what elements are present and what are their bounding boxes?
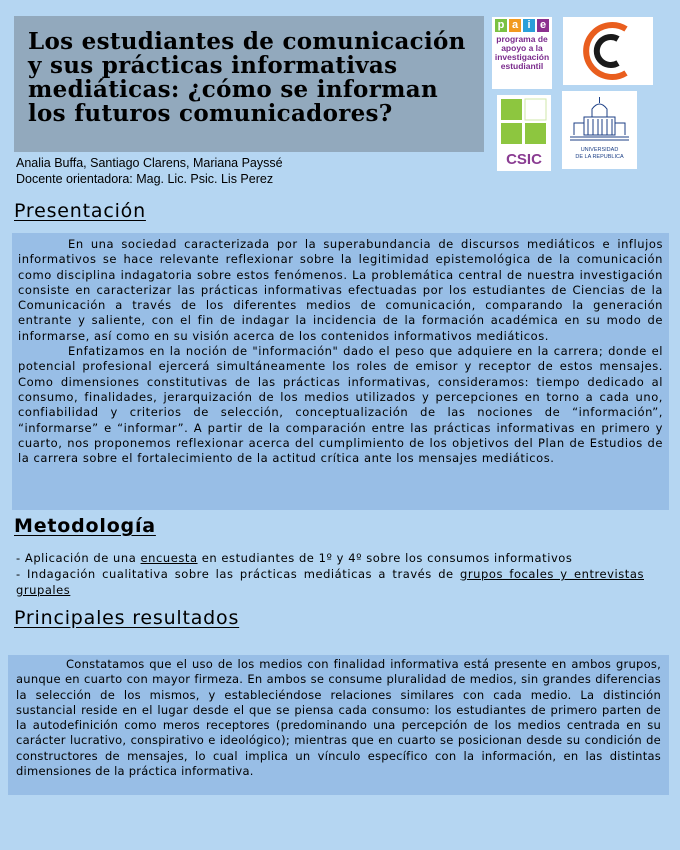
title-box	[14, 16, 484, 152]
metodologia-list	[16, 550, 644, 598]
metodologia-item-1-underlined: encuesta	[140, 551, 198, 565]
resultados-box	[8, 655, 669, 795]
udelar-name-line-1: UNIVERSIDAD	[580, 147, 619, 153]
presentacion-paragraph-1: En una sociedad caracterizada por la superabundancia de discursos mediáticos e influjos informativos se hace relevante reflexionar sobre la legitimidad epistemológica de la comunicación como disciplina indagatoria sobre estos fenómenos. La problemática central de nuestra investigación consiste en caracterizar las prácticas informativas efectuadas por los estudiantes de Ciencias de la Comunicación a través de los diferentes medios de comunicación, comparando la generación entrante y saliente, con el fin de indagar la incidencia de la formación académica en su modo de informarse, así como en su visión acerca de los contenidos informativos mediáticos.	[18, 237, 663, 343]
cc-logo	[563, 17, 653, 85]
authors-names: Analia Buffa, Santiago Clarens, Mariana Payssé	[16, 156, 283, 170]
paie-letter-p: p	[495, 19, 507, 32]
advisor-name: Docente orientadora: Mag. Lic. Psic. Lis Perez	[16, 172, 274, 186]
metodologia-item-2-underlined: grupos focales y entrevistas grupales	[16, 567, 644, 597]
presentacion-paragraph-2: Enfatizamos en la noción de "información" dado el peso que adquiere en la carrera; donde el potencial profesional ejercerá simultáneamente los roles de emisor y receptor de estos mensajes. Como dimensiones constitutivas de las prácticas informativas, consideramos: tiempo dedicado al consumo, finalidades, jerarquización de los medios utilizados y percepciones en torno a cada uno, confiabilidad y criterios de selección, conceptualización de las nociones de “información”, “informarse” e “informar”. A partir de la comparación entre las prácticas informativas en primero y cuarto, nos proponemos reflexionar acerca del cumplimiento de los objetivos del Plan de Estudios de la carrera sobre el fortalecimiento de la actitud crítica ante los mensajes mediáticos.	[18, 344, 663, 466]
paie-letter-i: i	[523, 19, 535, 32]
metodologia-item-1-text-a: - Aplicación de una	[16, 551, 141, 565]
paie-letters	[495, 19, 552, 32]
presentacion-box	[12, 233, 669, 510]
paie-letter-e: e	[537, 19, 549, 32]
udelar-name-line-2: DE LA REPUBLICA	[575, 153, 624, 160]
paie-logo-text: programa de apoyo a la investigación estudiantil	[494, 34, 550, 71]
presentacion-heading: Presentación	[14, 200, 146, 222]
udelar-name	[562, 147, 637, 160]
paie-letter-a: a	[509, 19, 521, 32]
csic-logo	[497, 95, 551, 171]
resultados-paragraph-1: Constatamos que el uso de los medios con finalidad informativa está presente en ambos grupos, aunque en cuarto con mayor firmeza. En ambos se consume pluralidad de medios, sin grandes diferencias la selección de los mismos, y estableciéndose relaciones similares con cada medio. La distinción sustancial reside en el lugar desde el que se piensa cada consumo: los estudiantes de primero parten de la autodefinición como meros receptores (predominando una percepción de los medios centrada en su carácter lucrativo, conspirativo e ideológico); mientras que en cuarto se posicionan desde su condición de constructores de mensajes, lo cual implica un vínculo específico con la información, en las distintas dimensiones de la práctica informativa.	[16, 657, 661, 779]
metodologia-item-1-text-c: en estudiantes de 1º y 4º sobre los consumos informativos	[197, 551, 573, 565]
metodologia-item-2-text-a: - Indagación cualitativa sobre las prácticas mediáticas a través de	[16, 567, 461, 581]
metodologia-heading: Metodología	[14, 515, 156, 537]
resultados-heading: Principales resultados	[14, 607, 240, 629]
metodologia-item-1	[16, 550, 644, 566]
udelar-logo	[562, 91, 637, 169]
authors-block	[16, 155, 283, 187]
metodologia-item-2	[16, 566, 644, 598]
paie-logo	[492, 17, 552, 89]
csic-text: CSIC	[506, 151, 542, 168]
poster-title: Los estudiantes de comunicación y sus prácticas informativas mediáticas: ¿cómo se informan los futuros comunicadores?	[28, 28, 466, 127]
csic-logo-icon	[497, 95, 551, 171]
university-building-icon	[562, 91, 637, 147]
cc-logo-icon	[563, 17, 653, 85]
